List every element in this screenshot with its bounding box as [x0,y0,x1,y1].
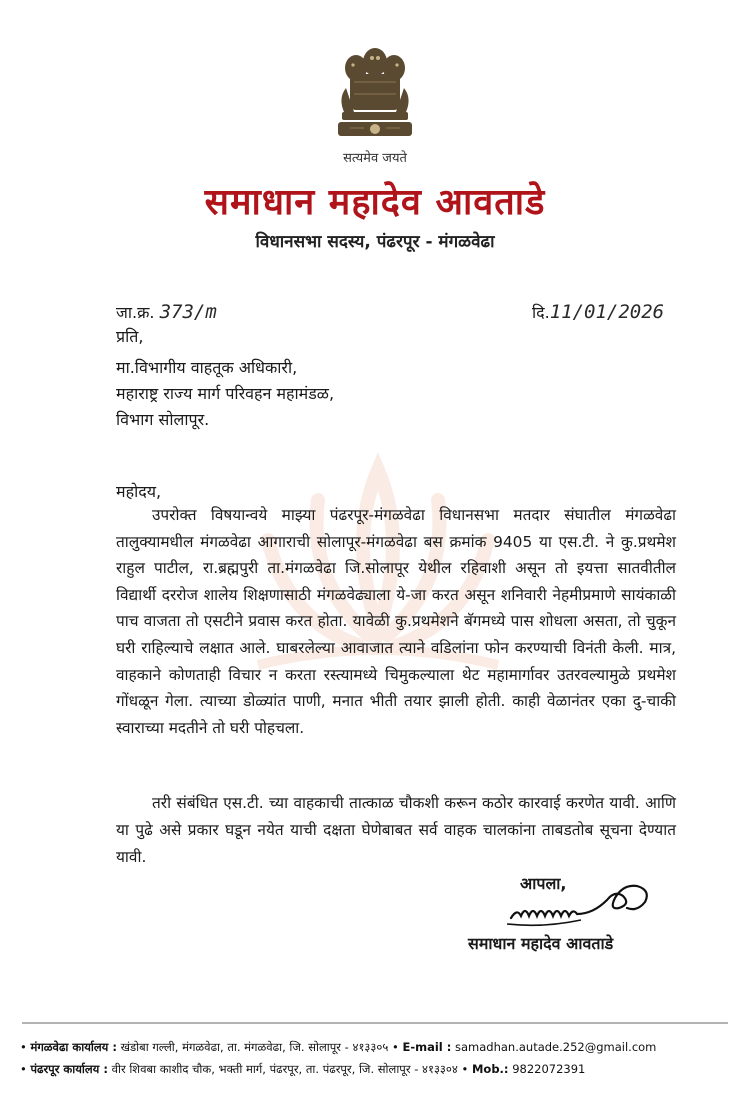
recipient-to: प्रति, [116,327,144,346]
recipient-line-1: मा.विभागीय वाहतूक अधिकारी, [116,358,298,377]
reference-number [116,301,217,323]
emblem-motto: सत्यमेव जयते [343,151,407,166]
office-1-label: मंगळवेढा कार्यालय : [30,1040,117,1054]
office-2-address: वीर शिवबा काशीद चौक, भक्ती मार्ग, पंढरपूर, ता. पंढरपूर, जि. सोलापूर - ४१३३०४ [111,1062,458,1076]
closing: आपला, [520,874,567,893]
reference-label: जा.क्र. [116,303,155,322]
office-2-label: पंढरपूर कार्यालय : [30,1062,108,1076]
recipient-line-3: विभाग सोलापूर. [116,410,210,429]
salutation: महोदय, [116,482,162,501]
letter-date [532,301,664,323]
footer-divider [22,1022,728,1024]
letterhead-name: समाधान महादेव आवताडे [204,182,546,223]
date-value: 11/01/2026 [549,301,665,323]
body-paragraph-1: उपरोक्त विषयान्वये माझ्या पंढरपूर-मंगळवेढा विधानसभा मतदार संघातील मंगळवेढा तालुक्यामधील मंगळवेढा आगाराची सोलापूर-मंगळवेढा बस क्रमांक 9405 या एस.टी. ने कु.प्रथमेश राहुल पाटील, रा.ब्रह्मपुरी ता.मंगळवेढा जि.सोलापूर येथील रहिवाशी असून तो इयत्ता सातवीतील विद्यार्थी दररोज शालेय शिक्षणासाठी मंगळवेढ्याला ये-जा करत असून शनिवारी नेहमीप्रमाणे सायंकाळी पाच वाजता तो एसटीने प्रवास करत होता. यावेळी कु.प्रथमेशने बॅगमध्ये पास शोधला असता, तो चुकून घरी राहिल्याचे लक्षात आले. घाबरलेल्या आवाजात त्याने वडिलांना फोन करण्याची विनंती केली. मात्र, वाहकाने कोणताही विचार न करता रस्त्यामध्ये चिमुकल्याला थेट महामार्गावर उतरवल्यामुळे प्रथमेश गोंधळून गेला. त्याच्या डोळ्यांत पाणी, मनात भीती तयार झाली होती. काही वेळानंतर एका दु-चाकी स्वाराच्या मदतीने तो घरी पोहचला. [116,506,676,737]
mobile-number[interactable]: 9822072391 [512,1062,586,1076]
letterhead-designation: विधानसभा सदस्य, पंढरपूर - मंगळवेढा [255,232,495,252]
signer-name: समाधान महादेव आवताडे [468,934,614,953]
footer-office-2: • पंढरपूर कार्यालय : वीर शिवबा काशीद चौक, भक्ती मार्ग, पंढरपूर, ता. पंढरपूर, जि. सोलापूर - ४१३३०४ • Mob.: 9822072391 [20,1062,586,1076]
footer-office-1: • मंगळवेढा कार्यालय : खंडोबा गल्ली, मंगळवेढा, ता. मंगळवेढा, जि. सोलापूर - ४१३३०५ • E-mail : samadhan.autade.252@gmail.com [20,1040,657,1054]
recipient-line-2: महाराष्ट्र राज्य मार्ग परिवहन महामंडळ, [116,384,335,403]
national-emblem-icon [320,38,430,150]
reference-value: 373/m [159,301,217,323]
body-paragraph-2: तरी संबंधित एस.टी. च्या वाहकाची तात्काळ चौकशी करून कठोर कारवाई करणेत यावी. आणि या पुढे असे प्रकार घडून नयेत याची दक्षता घेणेबाबत सर्व वाहक चालकांना ताबडतोब सूचना देण्यात यावी. [116,794,676,866]
mobile-label: Mob.: [471,1062,509,1076]
office-1-address: खंडोबा गल्ली, मंगळवेढा, ता. मंगळवेढा, जि. सोलापूर - ४१३३०५ [120,1040,389,1054]
email-address[interactable]: samadhan.autade.252@gmail.com [454,1040,657,1054]
date-label: दि. [532,303,550,322]
signature [503,878,673,940]
email-label: E-mail : [402,1040,452,1054]
